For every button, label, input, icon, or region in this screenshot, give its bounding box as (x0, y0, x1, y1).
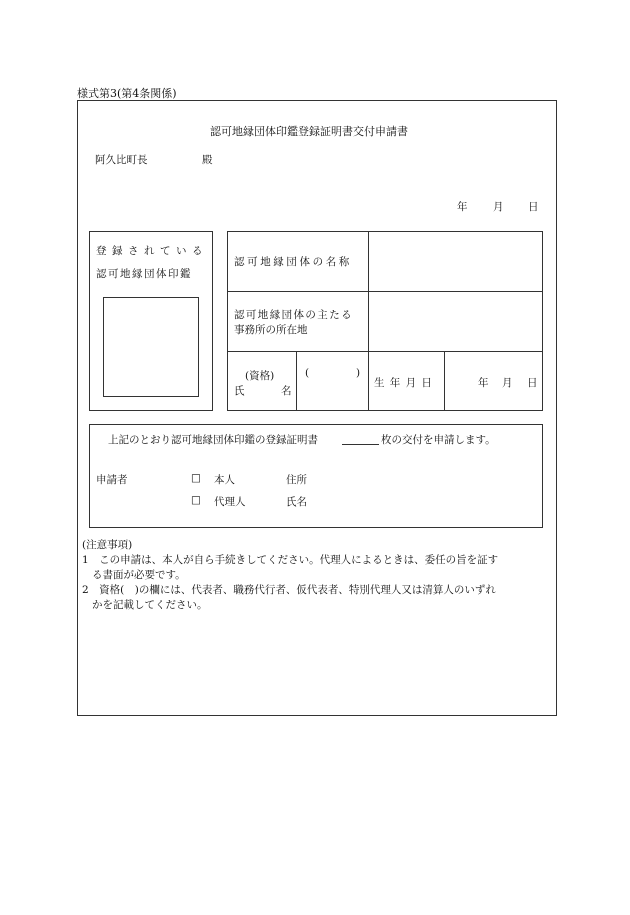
copies-blank (342, 444, 379, 445)
seal-impression-square (103, 297, 199, 397)
address-label: 住所 (286, 474, 307, 486)
checkbox-self[interactable]: □ (191, 472, 201, 484)
table-col-divider-qualification (296, 351, 297, 411)
addressee-name: 阿久比町長 (95, 154, 148, 166)
qualification-paren-open: ( (305, 367, 310, 379)
seal-box-label-line1: 登録されている (96, 245, 208, 257)
agent-label: 代理人 (214, 496, 246, 508)
name-label-char2: 名 (281, 385, 292, 397)
birth-year: 年 (478, 377, 489, 389)
birth-date-label: 生年月日 (374, 377, 438, 389)
date-year: 年 (457, 201, 468, 213)
table-col-divider-birth (444, 351, 445, 411)
org-name-label: 認可地縁団体の名称 (234, 256, 352, 268)
date-day: 日 (528, 201, 539, 213)
request-sentence-after: 枚の交付を申請します。 (381, 434, 496, 446)
table-row-divider-1 (227, 291, 543, 292)
office-location-label-line1: 認可地縁団体の主たる (234, 309, 353, 321)
note-2-line2: かを記載してください。 (92, 599, 208, 611)
table-row-divider-2 (227, 351, 543, 352)
office-location-label-line2: 事務所の所在地 (234, 324, 308, 336)
form-title: 認可地縁団体印鑑登録証明書交付申請書 (210, 125, 408, 138)
self-label: 本人 (214, 474, 235, 486)
request-sentence-before: 上記のとおり認可地縁団体印鑑の登録証明書 (108, 434, 318, 446)
name-field-label: 氏名 (286, 496, 307, 508)
addressee-honorific: 殿 (202, 154, 213, 166)
note-1-line1: 1 この申請は、本人が自ら手続きしてください。代理人によるときは、委任の旨を証す (82, 554, 499, 566)
checkbox-agent[interactable]: □ (191, 494, 201, 506)
qualification-label: (資格) (245, 370, 275, 382)
date-month: 月 (493, 201, 504, 213)
name-label-char1: 氏 (234, 385, 245, 397)
applicant-label: 申請者 (96, 474, 128, 486)
birth-month: 月 (502, 377, 513, 389)
table-col-divider-main (368, 231, 369, 411)
seal-box-label-line2: 認可地縁団体印鑑 (96, 268, 192, 280)
note-2-line1: 2 資格( )の欄には、代表者、職務代行者、仮代表者、特別代理人又は清算人のいずれ (82, 584, 496, 596)
notes-heading: (注意事項) (82, 539, 133, 551)
birth-day: 日 (527, 377, 538, 389)
note-1-line2: る書面が必要です。 (92, 569, 186, 581)
form-number: 様式第3(第4条関係) (77, 87, 177, 100)
qualification-paren-close: ) (356, 367, 361, 379)
